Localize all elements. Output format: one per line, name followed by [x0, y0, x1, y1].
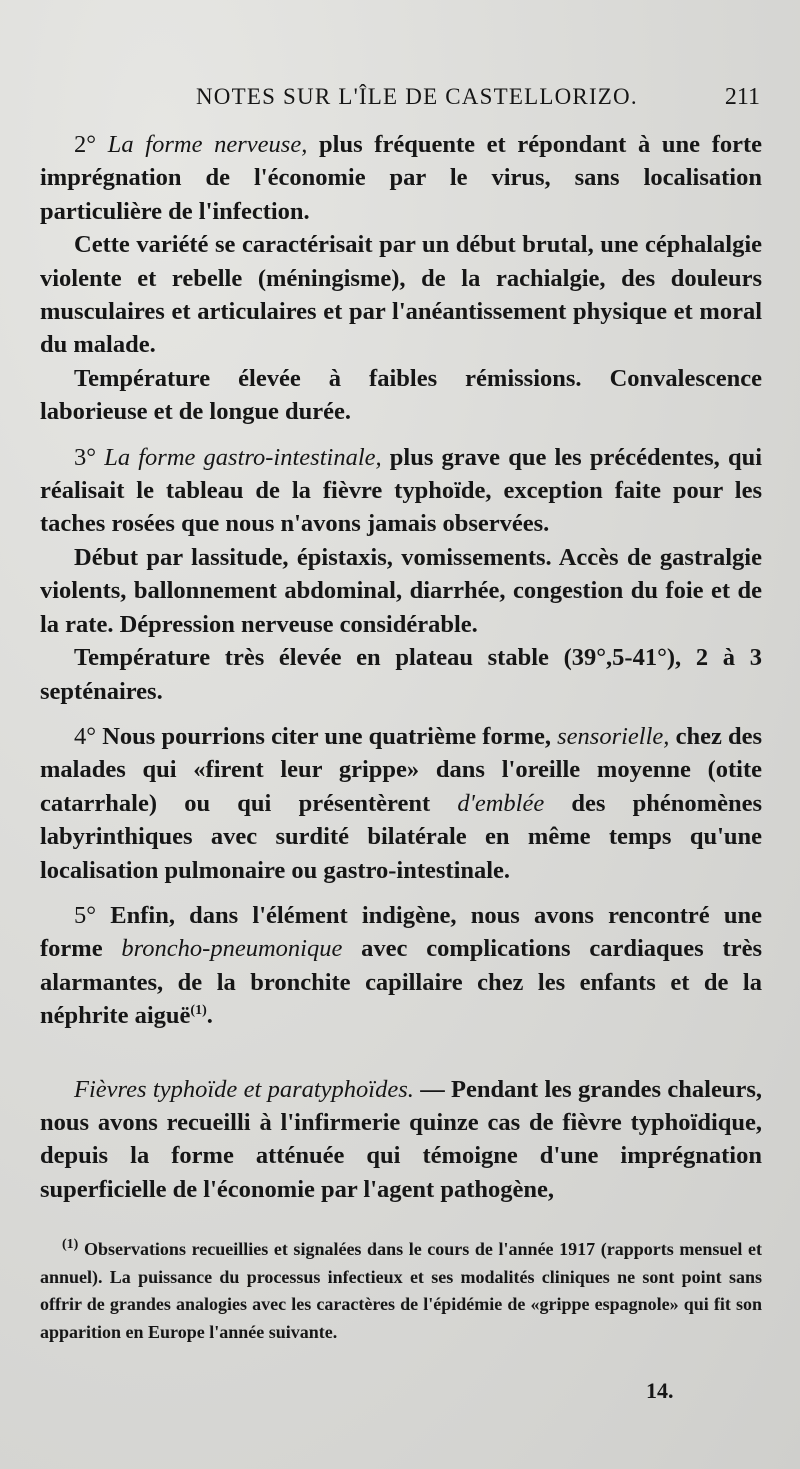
- footnote-marker: (1): [62, 1237, 79, 1252]
- paragraph-text: Température élevée à faibles rémissions. Convalescence laborieuse et de longue durée.: [40, 364, 762, 426]
- item-label: broncho-pneumonique: [121, 935, 343, 963]
- paragraph-text: — Pendant les grandes chaleurs, nous avons recueilli à l'infirmerie quinze cas de fièvre typhoïdique, depuis la forme atténuée qui témoigne d'une imprégnation superficielle de l'économie par l'agent pathogène,: [40, 1075, 762, 1203]
- paragraph-text: Début par lassitude, épistaxis, vomissements. Accès de gastralgie violents, ballonnement abdominal, diarrhée, congestion du foie et de la rate. Dépression nerveuse considérable.: [40, 543, 762, 638]
- item-number: 5°: [74, 901, 97, 929]
- running-head: [40, 84, 760, 118]
- footnote-reference[interactable]: (1): [190, 1003, 207, 1018]
- paragraph-forme-sensorielle: [40, 720, 762, 887]
- body-text: [40, 128, 762, 1206]
- item-label: sensorielle,: [557, 722, 670, 750]
- item-number: 3°: [74, 443, 97, 471]
- paragraph-forme-broncho-pneumonique: [40, 899, 762, 1033]
- paragraph-fievres-typhoide: [40, 1073, 762, 1207]
- signature-mark: 14.: [646, 1378, 674, 1403]
- paragraph-cette-variete: [40, 228, 762, 362]
- paragraph-debut-lassitude: [40, 541, 762, 641]
- running-title: NOTES SUR L'ÎLE DE CASTELLORIZO.: [196, 84, 638, 109]
- item-label: La forme nerveuse,: [107, 131, 308, 158]
- paragraph-text: des phénomènes labyrinthiques avec surdité bilatérale en même temps qu'une localisation pulmonaire ou gastro-intestinale.: [40, 789, 762, 884]
- item-label: d'emblée: [457, 789, 545, 817]
- paragraph-forme-nerveuse: [40, 128, 762, 228]
- paragraph-text: plus grave que les précédentes, qui réalisait le tableau de la fièvre typhoïde, exception faite pour les taches rosées que nous n'avons jamais observées.: [40, 443, 762, 538]
- footnote-text: Observations recueillies et signalées dans le cours de l'année 1917 (rapports mensuel et annuel). La puissance du processus infectieux et ses modalités cliniques ne sont point sans offrir de grandes analogies avec les caractères de l'épidémie de «grippe espagnole» qui fit son apparition en Europe l'année suivante.: [40, 1239, 762, 1342]
- paragraph-temperature-elevee: [40, 362, 762, 429]
- paragraph-text: Nous pourrions citer une quatrième forme,: [96, 722, 558, 750]
- paragraph-text: Température très élevée en plateau stable (39°,5-41°), 2 à 3 septénaires.: [40, 644, 762, 705]
- footnote: [40, 1236, 762, 1346]
- item-number: 2°: [74, 131, 97, 158]
- paragraph-text: plus fréquente et répondant à une forte imprégnation de l'économie par le virus, sans localisation particulière de l'infection.: [40, 131, 763, 225]
- paragraph-text: Cette variété se caractérisait par un début brutal, une céphalalgie violente et rebelle (méningisme), de la rachialgie, des douleurs musculaires et articulaires et par l'anéantissement physique et moral du malade.: [40, 231, 762, 359]
- paragraph-text: avec complications cardiaques très alarmantes, de la bronchite capillaire chez les enfants et de la néphrite aiguë: [40, 935, 762, 1030]
- item-number: 4°: [74, 722, 97, 750]
- paragraph-temperature-plateau: [40, 641, 762, 708]
- section-heading: Fièvres typhoïde et paratyphoïdes.: [74, 1075, 414, 1103]
- footnotes: [40, 1236, 762, 1346]
- page-number: 211: [724, 84, 760, 110]
- paragraph-forme-gastro-intestinale: [40, 441, 762, 541]
- paragraph-text: chez des malades qui «firent leur grippe» dans l'oreille moyenne (otite catarrhale) ou qui présentèrent: [40, 722, 762, 817]
- paragraph-text: Enfin, dans l'élément indigène, nous avons rencontré une forme: [40, 901, 762, 963]
- paragraph-text: .: [206, 1002, 213, 1030]
- item-label: La forme gastro-intestinale,: [104, 443, 382, 471]
